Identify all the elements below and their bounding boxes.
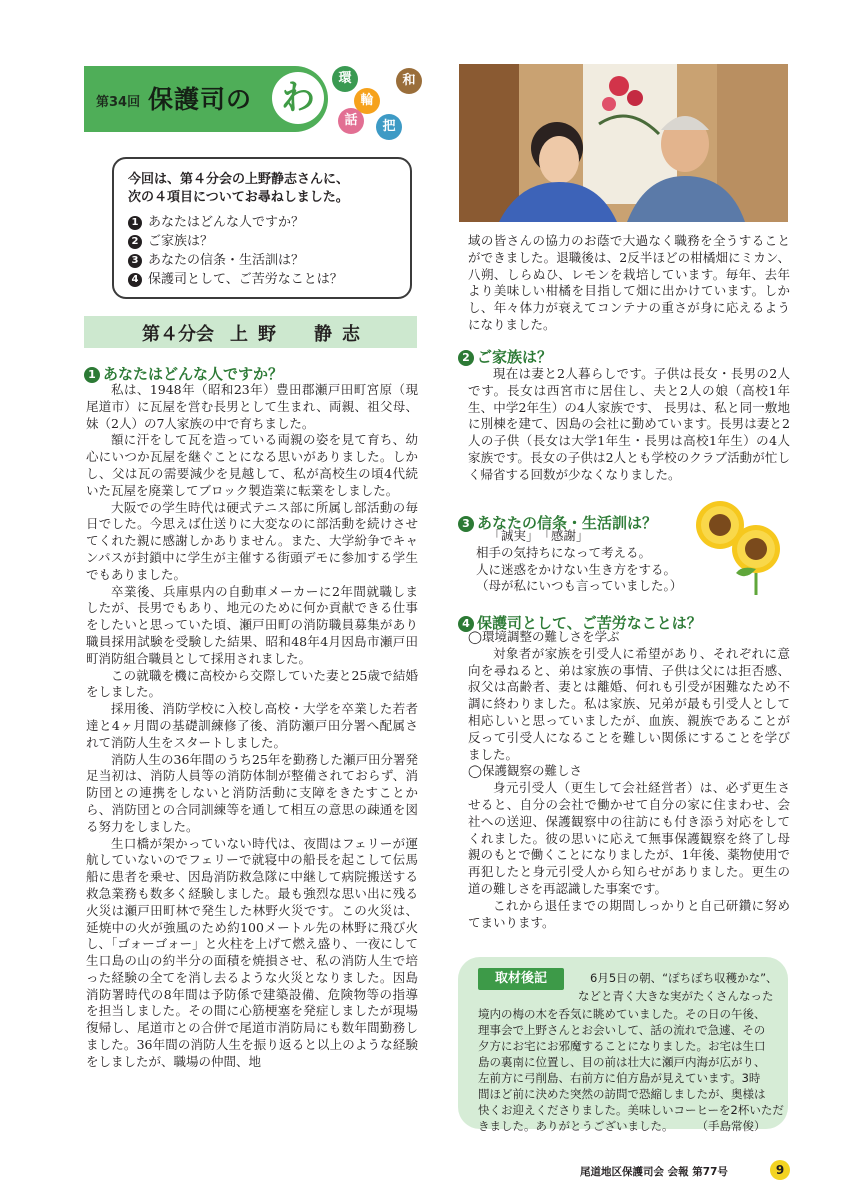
section-1-continued [468,233,790,334]
paragraph: 身元引受人（更生して会社経営者）は、必ず更生させると、自分の会社で働かせて自分の家に住まわせ、会社への送迎、保護観察中の往訪にも付き添う対応をしてくれました。彼の思いに応えて無事保護観察を終了し母親のもとで働くことになりましたが、1年後、薬物使用で再犯したと身元引受人から知らせがありました。更生の道の難しさを再認識した事案です。 [468,780,790,896]
section-2-body [468,366,790,484]
paragraph: 私は、1948年（昭和23年）豊田郡瀬戸田町宮原（現尾道市）に瓦屋を営む長男として生まれ、両親、祖父母、妹（2人）の7人家族の中で育ちました。 [86,382,418,431]
section-heading-text: あなたはどんな人ですか？ [103,365,284,383]
publication-footer: 尾道地区保護司会 会報 第77号 [580,1166,728,1178]
section-heading-1 [84,363,283,384]
mottos: 「誠実」 「感謝」 [488,528,589,543]
person-name: 上野 静志 [230,324,370,345]
issue-number: 第34回 [96,95,141,110]
series-title: 保護司の [148,85,253,114]
paragraph: 大阪での学生時代は硬式テニス部に所属し部活動の毎日でした。今思えば仕送りに大変なのに部活動を続けさせてくれた親に感謝しかありません。また、大学紛争でキャンパスが封鎖中に学生が主催する街頭デモに参加する学生でもありました。 [86,499,418,582]
question-item [128,232,349,251]
question-text: あなたの信条・生活訓は？ [148,253,305,268]
paragraph: 現在は妻と2人暮らしです。子供は長女・長男の2人です。長女は西宮市に居住し、夫と2人の娘（高校1年生、中学2年生）の4人家族です、 長男は、私と同一敷地に別棟を建て、因島の会社に勤めています。長男は妻と2人の子供（長女は大学1年生・長男は高校1年生）の4人家族です。長女の子供は2人とも学校のクラブ活動が忙しく帰省する回数が少なくなりました。 [468,366,790,482]
paragraph: 額に汗をして瓦を造っている両親の姿を見て育ち、幼心にいつか瓦屋を継ぐことになる思いがありました。しかし、父は瓦の需要減少を見越して、私が高校生の頃4代続いた瓦屋を廃業してブロック製造業に転業をしました。 [86,432,418,498]
question-number-badge: 2 [128,235,142,249]
motto-line: 人に迷惑をかけない生き方をする。 [476,561,677,577]
question-text: あなたはどんな人ですか？ [148,215,305,230]
question-number-badge: 3 [128,254,142,268]
section-number-badge: 1 [84,367,100,383]
wa-character: わ [281,78,315,118]
postscript-line: 理事会で上野さんとお会いして、話の流れで急遽、その [478,1023,766,1037]
postscript-tag: 取材後記 [478,968,564,990]
section-number-badge: 2 [458,350,474,366]
keyword-circle: 把 [376,114,402,140]
question-item [128,213,349,232]
postscript-line: 左前方に弓削島、右前方に伯方島が見えています。3時 [478,1071,761,1085]
postscript-line: 夕方にお宅にお邪魔することになりました。お宅は生口 [478,1039,766,1053]
section-heading-text: ご家族は？ [477,348,553,366]
question-item [128,270,349,289]
postscript-line: などと青く大きな実がたくさんなった [578,989,774,1003]
intro-line: 今回は、第４分会の上野静志さんに、 [128,172,350,187]
question-number-badge: 4 [128,273,142,287]
section-number-badge: 3 [458,516,474,532]
motto-line: （母が私にいつも言っていました。） [476,578,683,594]
page-number: 9 [770,1160,790,1180]
question-text: ご家族は？ [148,234,214,249]
motto-line: 相手の気持ちになって考える。 [476,544,652,560]
postscript-line: 6月5日の朝、“ぽちぽち収穫かな”、 [590,971,778,985]
interviewee-photo [459,64,788,222]
intro-line: 次の４項目についてお尋ねしました。 [128,190,349,205]
postscript-line: 境内の梅の木を呑気に眺めていました。その日の午後、 [478,1007,766,1021]
paragraph: 域の皆さんの協力のお蔭で大過なく職務を全うすることができました。退職後は、2反半ほどの柑橘畑にミカン、八朔、しらぬひ、レモンを栽培しています。毎年、去年より美味しい柑橘を目指して畑に出かけています。しかし、年々体力が衰えてコンテナの重さが身に応えるようになりました。 [468,233,790,332]
keyword-circle: 話 [338,108,364,134]
postscript-line: 間ほど前に決めた突然の訪問で恐縮しましたが、奥様は [478,1087,766,1101]
question-number-badge: 1 [128,216,142,230]
section-4-body [468,629,790,931]
keyword-circle: 輪 [354,88,380,114]
paragraph: これから退任までの期間しっかりと自己研鑽に努めてまいります。 [468,897,790,930]
section-heading-2 [458,346,552,367]
subheading: ◯保護観察の難しさ [468,763,582,779]
paragraph: 卒業後、兵庫県内の自動車メーカーに2年間就職しましたが、長男でもあり、地元のために何か貢献できる仕事をしたいと思っていた頃、瀬戸田町の消防職員募集があり職員採用試験を受験した結果、昭和48年4月因島市瀬戸田町消防組合職員として採用されました。 [86,583,418,666]
paragraph: 採用後、消防学校に入校し高校・大学を卒業した若者達と4ヶ月間の基礎訓練修了後、消防瀬戸田分署へ配属されて消防人生をスタートしました。 [86,701,418,750]
keyword-circle: 環 [332,66,358,92]
question-text: 保護司として、ご苦労なことは？ [148,272,343,287]
intro-box [112,157,412,299]
section-1-body [86,382,418,1071]
section-number-badge: 4 [458,616,474,632]
paragraph: この就職を機に高校から交際していた妻と25歳で結婚をしました。 [86,667,418,700]
section-heading-text: あなたの信条・生活訓は？ [477,514,658,532]
paragraph: 生口橋が架かっていない時代は、夜間はフェリーが運航していないのでフェリーで就寝中の船長を起こして伝馬船に患者を乗せ、因島消防救急隊に中継して病院搬送する救急業務も数多く経験しました。最も強烈な思い出に残る火災は瀬戸田町林で発生した林野火災です。この火災は、延焼中の火が強風のため約100メートル先の林野に飛び火し、「ゴォーゴォー」と火柱を上げて燃え盛り、一夜にして生口島の山の約半分の面積を焼損させ、私の消防人生で培った経験の全てを消し去るような火災となりました。因島消防署時代の8年間は予防係で建築設備、危険物等の指導を担当しました。その間に心筋梗塞を発症しましたが現場復帰し、尾道市との合併で尾道市消防局にも数年間勤務しました。36年間の消防人生を振り返ると以上のような経験をしましたが、職場の仲間、地 [86,835,418,1069]
photo-illustration [459,64,788,222]
paragraph: 対象者が家族を引受人に希望があり、それぞれに意向を尋ねると、弟は家族の事情、子供は父には拒否感、叔父は高齢者、妻とは離婚、何れも引受が困難なため不調に終わりました。私は家族、兄弟が最も引受人として相応しいと思っていましたが、血族、親族であることが反って引受人になることを難しい関係にすることを学びました。 [468,645,790,762]
keyword-circle: 和 [396,68,422,94]
section-heading-text: 保護司として、ご苦労なことは？ [477,614,702,632]
question-item [128,251,349,270]
subheading: ◯環境調整の難しさを学ぶ [468,629,620,644]
section-3-body [476,528,696,595]
postscript-line: 快くお迎えくださりました。美味しいコーヒーを2杯いただ [478,1103,784,1117]
postscript-line: きました。ありがとうございました。 （手島常俊） [478,1119,766,1133]
paragraph: 消防人生の36年間のうち25年を勤務した瀬戸田分署発足当初は、消防人員等の消防体制が整備されておらず、消防団との連携をしないと消防活動に支障をきたすことから、消防団との合同訓練等を通して相互の意思の疎通を図る努力をしました。 [86,751,418,834]
branch-name: 第４分会 [142,324,214,345]
sunflower-icon [686,495,786,595]
postscript-line: 島の裏南に位置し、目の前は壮大に瀬戸内海が広がり、 [478,1055,766,1069]
